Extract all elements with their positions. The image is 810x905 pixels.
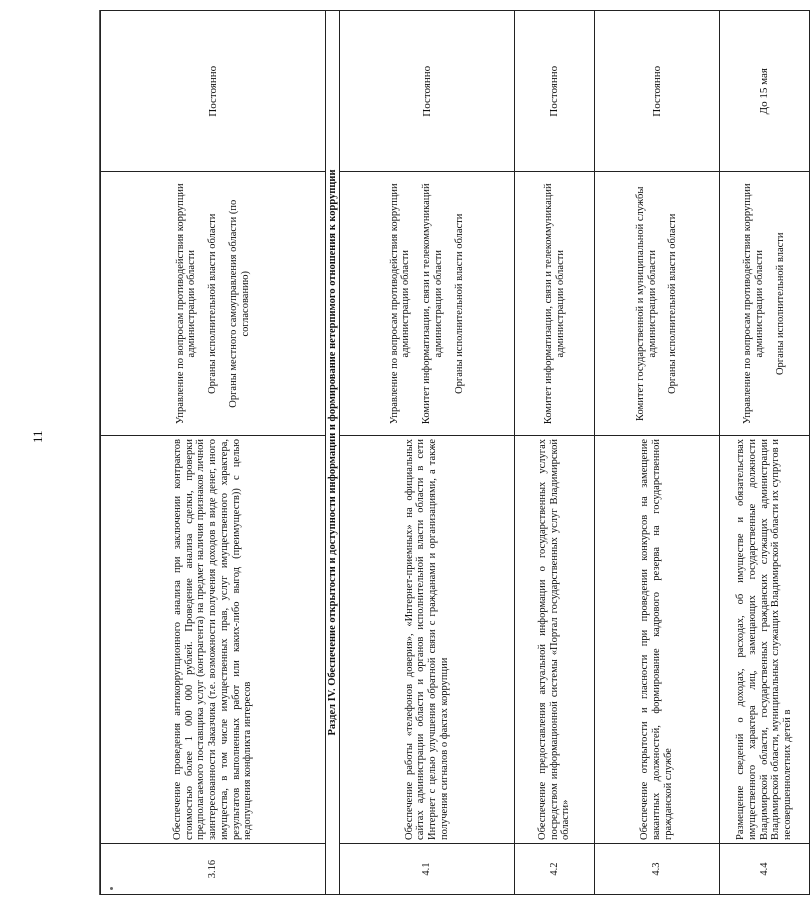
term-cell: Постоянно — [101, 11, 326, 173]
responsible-item: Органы исполнительной власти области — [207, 213, 219, 394]
term-cell: Постоянно — [595, 11, 720, 173]
responsible-item: Комитет государственной и муниципальной службы администрации области — [634, 186, 658, 421]
responsible-item: Органы местного самоуправления области (по согласованию) — [227, 199, 251, 408]
responsible-item: Комитет информатизации, связи и телекоммуникаций администрации области — [421, 183, 444, 425]
responsible-cell — [595, 172, 720, 436]
measure-text: Обеспечение предоставления актуальной информации о государственных услугах посредством информационной системы «Портал государственных услуг Владимирской области» — [515, 436, 595, 844]
measure-text: Обеспечение открытости и гласности при проведении конкурсов на замещение вакантных должностей, формирование кадрового резерва на государственной гражданской службе — [595, 436, 720, 844]
measures-table — [100, 10, 810, 895]
page-number: 11 — [30, 430, 45, 443]
row-number: 4.4 — [720, 844, 810, 895]
responsible-cell — [101, 172, 326, 436]
responsible-item: Управление по вопросам противодействия коррупции администрации области — [388, 183, 412, 425]
responsible-item: Управление по вопросам противодействия коррупции администрации области — [742, 183, 766, 425]
row-number: 4.2 — [515, 844, 595, 895]
table-row — [101, 11, 326, 895]
section-header-row — [326, 11, 340, 895]
section-title: Раздел IV. Обеспечение открытости и доступности информации и формирование нетерпимого отношения к коррупции — [326, 11, 340, 895]
row-number: 4.3 — [595, 844, 720, 895]
responsible-item: Комитет информатизации, связи и телекоммуникаций администрации области — [542, 183, 566, 425]
term-cell: Постоянно — [515, 11, 595, 173]
table-row — [720, 11, 810, 895]
responsible-cell — [720, 172, 810, 436]
term-cell: Постоянно — [340, 11, 515, 173]
measures-table-rotated — [100, 10, 794, 895]
responsible-item: Органы исполнительной власти области — [667, 213, 679, 394]
measure-text: Обеспечение работы «телефонов доверия», «Интернет-приемных» на официальных сайтах администрации области и органов исполнительной власти области в сети Интернет с целью улучшения обратной связи с гражданами и организациями, а также получения сигналов о фактах коррупции — [340, 436, 515, 844]
row-number: 4.1 — [340, 844, 515, 895]
table-row — [340, 11, 515, 895]
table-row — [515, 11, 595, 895]
responsible-item: Управление по вопросам противодействия коррупции администрации области — [174, 183, 198, 425]
responsible-cell — [340, 172, 515, 436]
row-number: 3.16 — [101, 844, 326, 895]
measure-text: Обеспечение проведения антикоррупционного анализа при заключении контрактов стоимостью более 1 000 000 рублей. Проведение анализа сделки, проверки предполагаемого поставщика услуг (контрагента) на предмет наличия признаков личной заинтересованности Заказчика (т.е. возможности получения доходов в виде денег, иного имущества, в том числе имущественных прав, услуг имущественного характера, результатов выполненных работ или каких-либо выгод (преимуществ)) с целью недопущения конфликта интересов — [101, 436, 326, 844]
term-cell: До 15 мая — [720, 11, 810, 173]
measure-text: Размещение сведений о доходах, расходах, об имуществе и обязательствах имущественного характера лиц, замещающих государственные должности Владимирской области, государственных гражданских служащих администрации Владимирской области, муниципальных служащих Владимирской области их супругов и несовершеннолетних детей в — [720, 436, 810, 844]
responsible-item: Органы исполнительной власти — [774, 232, 786, 376]
responsible-cell — [515, 172, 595, 436]
responsible-item: Органы исполнительной власти области — [453, 213, 465, 394]
table-row — [595, 11, 720, 895]
